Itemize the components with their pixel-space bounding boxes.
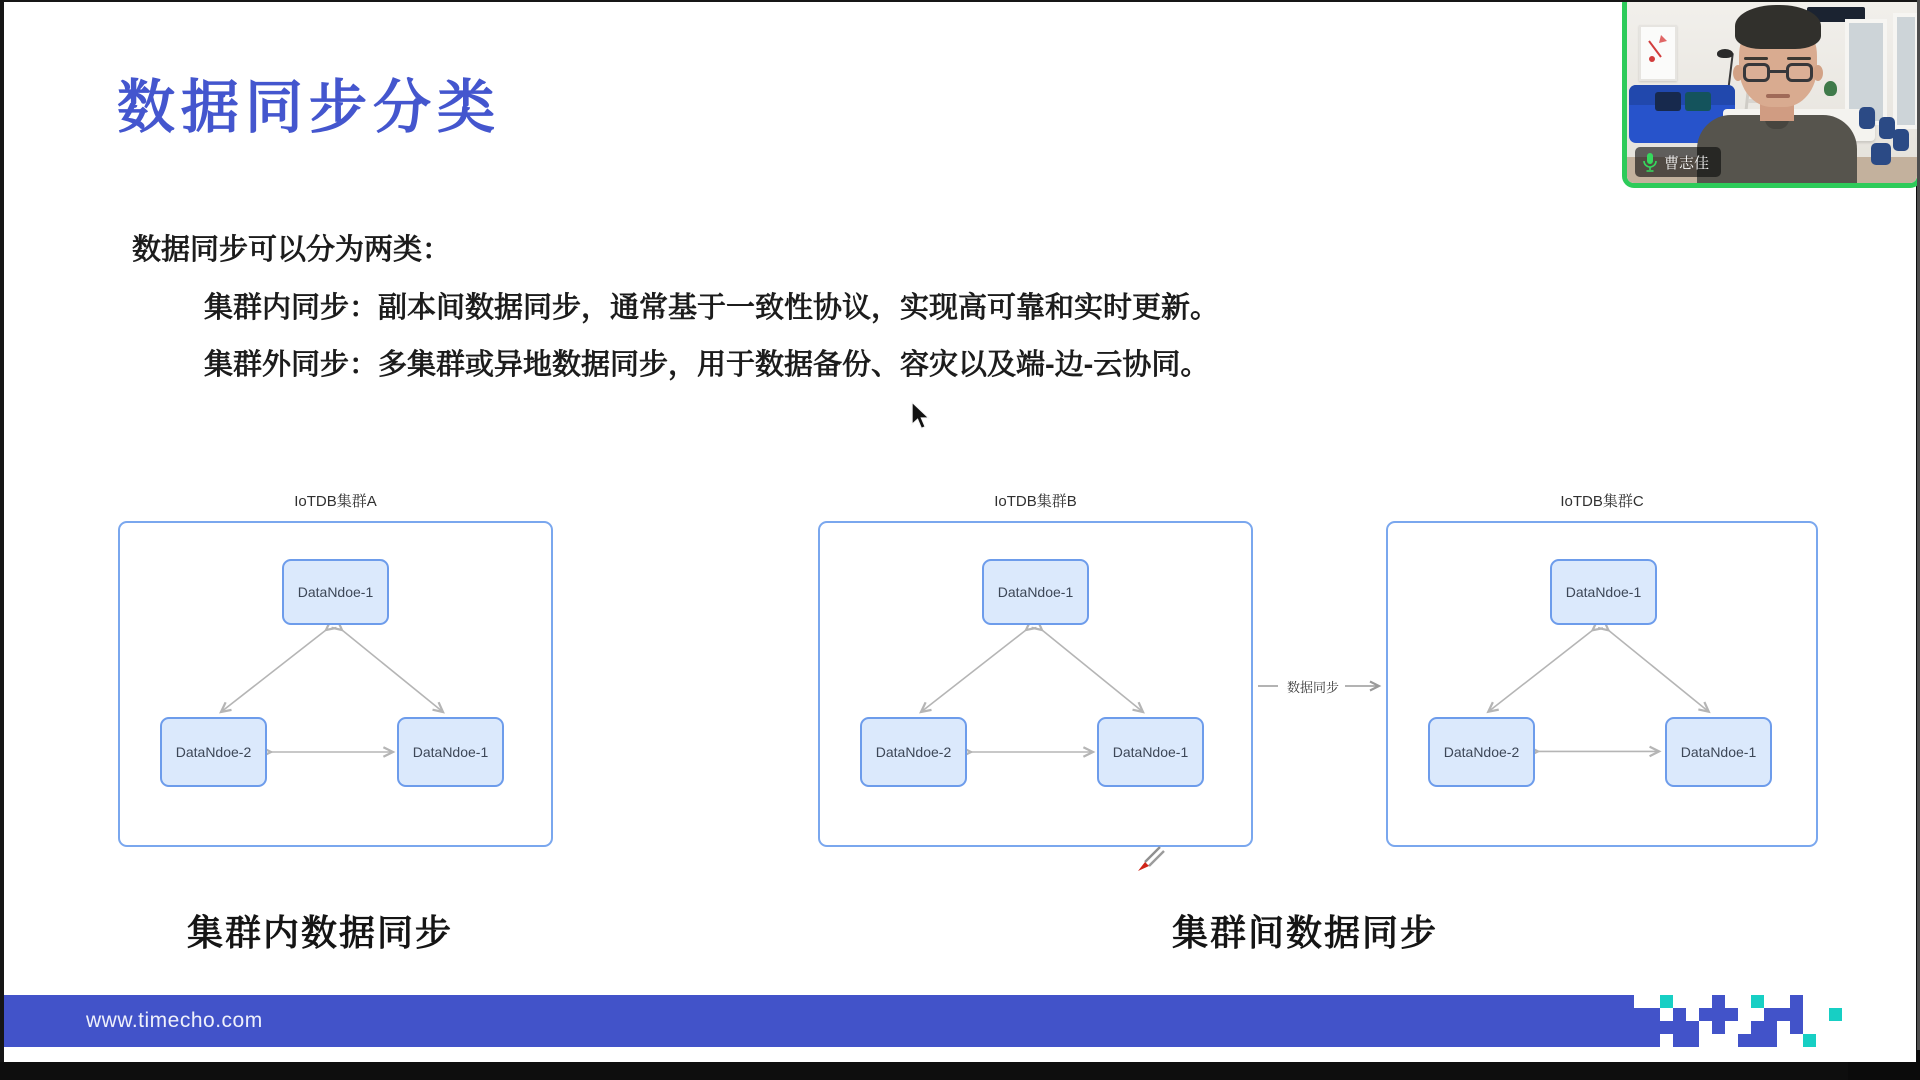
datanode-box: DataNdoe-1 [982, 559, 1089, 625]
mosaic-pixel [1712, 1008, 1725, 1021]
intro-text: 数据同步可以分为两类： [132, 234, 452, 266]
mosaic-pixel [1699, 1008, 1712, 1021]
mosaic-pixel [1751, 1034, 1764, 1047]
mosaic-pixel [1725, 1008, 1738, 1021]
mosaic-pixel [1673, 1021, 1686, 1034]
person-hair [1735, 5, 1821, 49]
participant-name: 曹志佳 [1664, 154, 1710, 172]
annotation-pen-icon [1132, 840, 1168, 876]
person-eyebrow [1787, 57, 1811, 60]
datanode-box: DataNdoe-1 [397, 717, 504, 787]
mosaic-pixel [1790, 1008, 1803, 1021]
mosaic-pixel [1660, 995, 1673, 1008]
mosaic-pixel [1712, 1021, 1725, 1034]
cluster-b-title: IoTDB集群B [994, 493, 1077, 510]
footer-mosaic [1634, 995, 1874, 1047]
cluster-c-title: IoTDB集群C [1560, 493, 1644, 510]
mosaic-pixel [1634, 1021, 1647, 1034]
chair [1871, 143, 1891, 165]
picture-art [1641, 27, 1675, 79]
person-ear [1813, 65, 1823, 81]
cluster-a-diagram [118, 490, 553, 850]
mosaic-pixel [1738, 1034, 1751, 1047]
mosaic-pixel [1647, 1021, 1660, 1034]
mosaic-pixel [1790, 1021, 1803, 1034]
footer-url: www.timecho.com [86, 1009, 263, 1032]
mosaic-pixel [1647, 1008, 1660, 1021]
screen-frame-left [0, 0, 4, 1080]
sofa-cushion [1685, 92, 1711, 111]
mosaic-pixel [1764, 1021, 1777, 1034]
webcam-overlay[interactable] [1622, 0, 1920, 188]
floor-lamp-head [1717, 49, 1733, 58]
glasses-lens [1743, 63, 1770, 82]
person-ear [1733, 65, 1743, 81]
person-torso [1697, 115, 1857, 185]
mosaic-pixel [1751, 1021, 1764, 1034]
mosaic-pixel [1634, 1008, 1647, 1021]
mouse-cursor-icon [909, 401, 933, 431]
datanode-box: DataNdoe-2 [160, 717, 267, 787]
glasses-bridge [1770, 70, 1786, 73]
mosaic-pixel [1751, 995, 1764, 1008]
datanode-box: DataNdoe-1 [1550, 559, 1657, 625]
mosaic-pixel [1777, 1008, 1790, 1021]
screen-frame-bottom [0, 1062, 1848, 1080]
mosaic-pixel [1634, 1034, 1647, 1047]
datanode-box: DataNdoe-1 [1665, 717, 1772, 787]
mosaic-pixel [1712, 995, 1725, 1008]
mosaic-pixel [1803, 1034, 1816, 1047]
mosaic-pixel [1660, 1021, 1673, 1034]
person-mouth [1766, 94, 1790, 98]
datanode-box: DataNdoe-2 [1428, 717, 1535, 787]
mosaic-pixel [1647, 1034, 1660, 1047]
cluster-c-diagram [1386, 490, 1818, 850]
page-title: 数据同步分类 [117, 75, 502, 140]
glasses-lens [1786, 63, 1813, 82]
sofa-cushion [1655, 92, 1681, 111]
mosaic-pixel [1686, 1034, 1699, 1047]
mosaic-pixel [1686, 1021, 1699, 1034]
participant-name-tag [1635, 147, 1721, 177]
caption-intra-cluster-sync: 集群内数据同步 [187, 912, 454, 953]
chair [1893, 129, 1909, 151]
sofa-backrest [1629, 85, 1735, 105]
person-eyebrow [1744, 57, 1768, 60]
mosaic-pixel [1764, 1034, 1777, 1047]
plant [1824, 81, 1837, 96]
bullet-intra-cluster: 集群内同步：副本间数据同步，通常基于一致性协议，实现高可靠和实时更新。 [204, 292, 1220, 324]
datanode-box: DataNdoe-1 [282, 559, 389, 625]
room-window [1893, 13, 1919, 129]
caption-inter-cluster-sync: 集群间数据同步 [1172, 912, 1439, 953]
datanode-box: DataNdoe-1 [1097, 717, 1204, 787]
screen-frame-top [0, 0, 1920, 2]
chair [1859, 107, 1875, 129]
mosaic-pixel [1790, 995, 1803, 1008]
cluster-a-title: IoTDB集群A [294, 493, 377, 510]
datanode-box: DataNdoe-2 [860, 717, 967, 787]
mosaic-pixel [1673, 1008, 1686, 1021]
bullet-inter-cluster: 集群外同步：多集群或异地数据同步，用于数据备份、容灾以及端-边-云协同。 [204, 349, 1210, 381]
cluster-b-diagram [818, 490, 1253, 850]
microphone-icon [1642, 152, 1658, 173]
mosaic-pixel [1673, 1034, 1686, 1047]
mosaic-pixel [1829, 1008, 1842, 1021]
sync-arrow-label: 数据同步 [1286, 680, 1339, 695]
mosaic-pixel [1764, 1008, 1777, 1021]
room-picture-frame [1639, 25, 1677, 81]
